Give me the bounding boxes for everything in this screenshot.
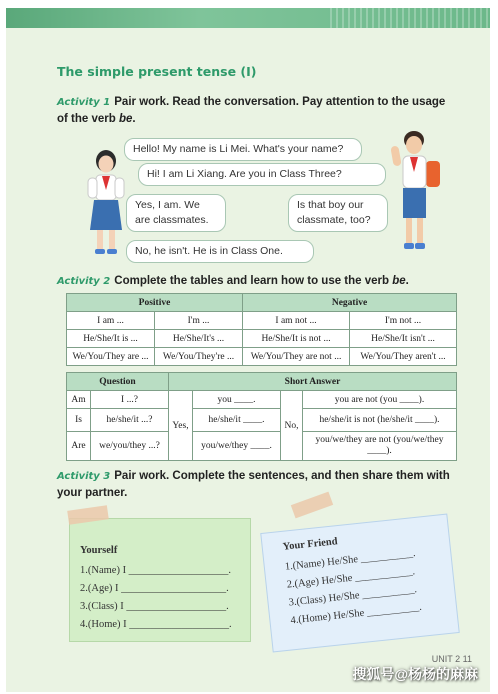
yourself-line-age: 2.(Age) I ____________________. [80, 583, 229, 594]
friend-line-age: 2.(Age) He/She ___________. [286, 566, 416, 591]
table-cell: He/She/It's ... [155, 330, 243, 348]
table-cell: We/You/They aren't ... [350, 348, 457, 366]
speech-bubble-li-mei-2: Yes, I am. We are classmates. [126, 194, 226, 232]
textbook-page [6, 8, 490, 692]
table-cell: He/She/It is ... [67, 330, 155, 348]
table-cell: I ...? [91, 391, 169, 409]
yourself-line-class: 3.(Class) I ___________________. [80, 601, 229, 612]
activity-2-text: Complete the tables and learn how to use the verb [114, 275, 393, 287]
table-cell: We/You/They are ... [67, 348, 155, 366]
yourself-heading [80, 545, 117, 556]
activity-1-instruction [57, 94, 457, 127]
banner-pattern [330, 8, 490, 28]
activity-2-label: Activity 2 [57, 276, 111, 287]
top-banner [6, 8, 490, 28]
table-cell: he/she/it is not (he/she/it ____). [303, 409, 457, 432]
table-cell: I'm not ... [350, 312, 457, 330]
yes-cell: Yes, [169, 391, 193, 461]
table-cell: we/you/they ...? [91, 432, 169, 461]
speech-bubble-li-xiang-2: Is that boy our classmate, too? [288, 194, 388, 232]
friend-line-home: 4.(Home) He/She __________. [290, 601, 423, 627]
no-cell: No, [281, 391, 303, 461]
activity-2-verb: be [392, 275, 406, 287]
yourself-heading-text: Yourself [80, 545, 118, 556]
table-cell: Is [67, 409, 91, 432]
table-cell: he/she/it ...? [91, 409, 169, 432]
activity-1-verb: be [118, 113, 133, 125]
question-header: Question [67, 373, 169, 391]
yourself-line-name: 1.(Name) I ___________________. [80, 565, 232, 576]
page-title: The simple present tense (I) [57, 64, 257, 79]
speech-bubble-li-mei-1: Hello! My name is Li Mei. What's your name? [124, 138, 362, 161]
activity-1-period: . [132, 113, 136, 125]
activity-1-text: Pair work. Read the conversation. Pay attention to the usage of the verb [57, 96, 446, 125]
activity-2-period: . [405, 275, 409, 287]
positive-negative-table [66, 293, 457, 366]
question-short-answer-table [66, 372, 457, 461]
girl-illustration [84, 148, 128, 260]
table-cell: I'm ... [155, 312, 243, 330]
friend-line-name: 1.(Name) He/She __________. [284, 548, 417, 573]
activity-3-label: Activity 3 [57, 471, 111, 482]
friend-line-class: 3.(Class) He/She __________. [288, 584, 418, 609]
yourself-line-home: 4.(Home) I ___________________. [80, 619, 232, 630]
watermark: 搜狐号@杨杨的麻麻 [352, 666, 478, 682]
table-cell: He/She/It isn't ... [350, 330, 457, 348]
yourself-card [69, 518, 251, 642]
positive-header: Positive [67, 294, 243, 312]
table-cell: I am not ... [243, 312, 350, 330]
your-friend-card [260, 514, 460, 653]
table-cell: you/we/they ____. [193, 432, 281, 461]
table-cell: We/You/They're ... [155, 348, 243, 366]
friend-heading [282, 536, 338, 553]
table-cell: I am ... [67, 312, 155, 330]
table-cell: he/she/it ____. [193, 409, 281, 432]
table-cell: you ____. [193, 391, 281, 409]
table-cell: you/we/they are not (you/we/they ____). [303, 432, 457, 461]
short-answer-header: Short Answer [169, 373, 457, 391]
activity-2-instruction [57, 273, 477, 290]
speech-bubble-li-mei-3: No, he isn't. He is in Class One. [126, 240, 314, 263]
page-number: 11 [462, 654, 472, 664]
page-footer [432, 654, 472, 664]
unit-label: UNIT 2 [431, 654, 461, 664]
speech-bubble-li-xiang-1: Hi! I am Li Xiang. Are you in Class Three? [138, 163, 386, 186]
table-cell: you are not (you ____). [303, 391, 457, 409]
table-cell: He/She/It is not ... [243, 330, 350, 348]
friend-heading-text: Your Friend [282, 536, 339, 553]
negative-header: Negative [243, 294, 457, 312]
activity-1-label: Activity 1 [57, 97, 111, 108]
boy-illustration [390, 128, 442, 256]
activity-3-text: Pair work. Complete the sentences, and then share them with your partner. [57, 470, 450, 499]
table-cell: Am [67, 391, 91, 409]
activity-3-instruction [57, 468, 467, 501]
table-cell: Are [67, 432, 91, 461]
table-cell: We/You/They are not ... [243, 348, 350, 366]
